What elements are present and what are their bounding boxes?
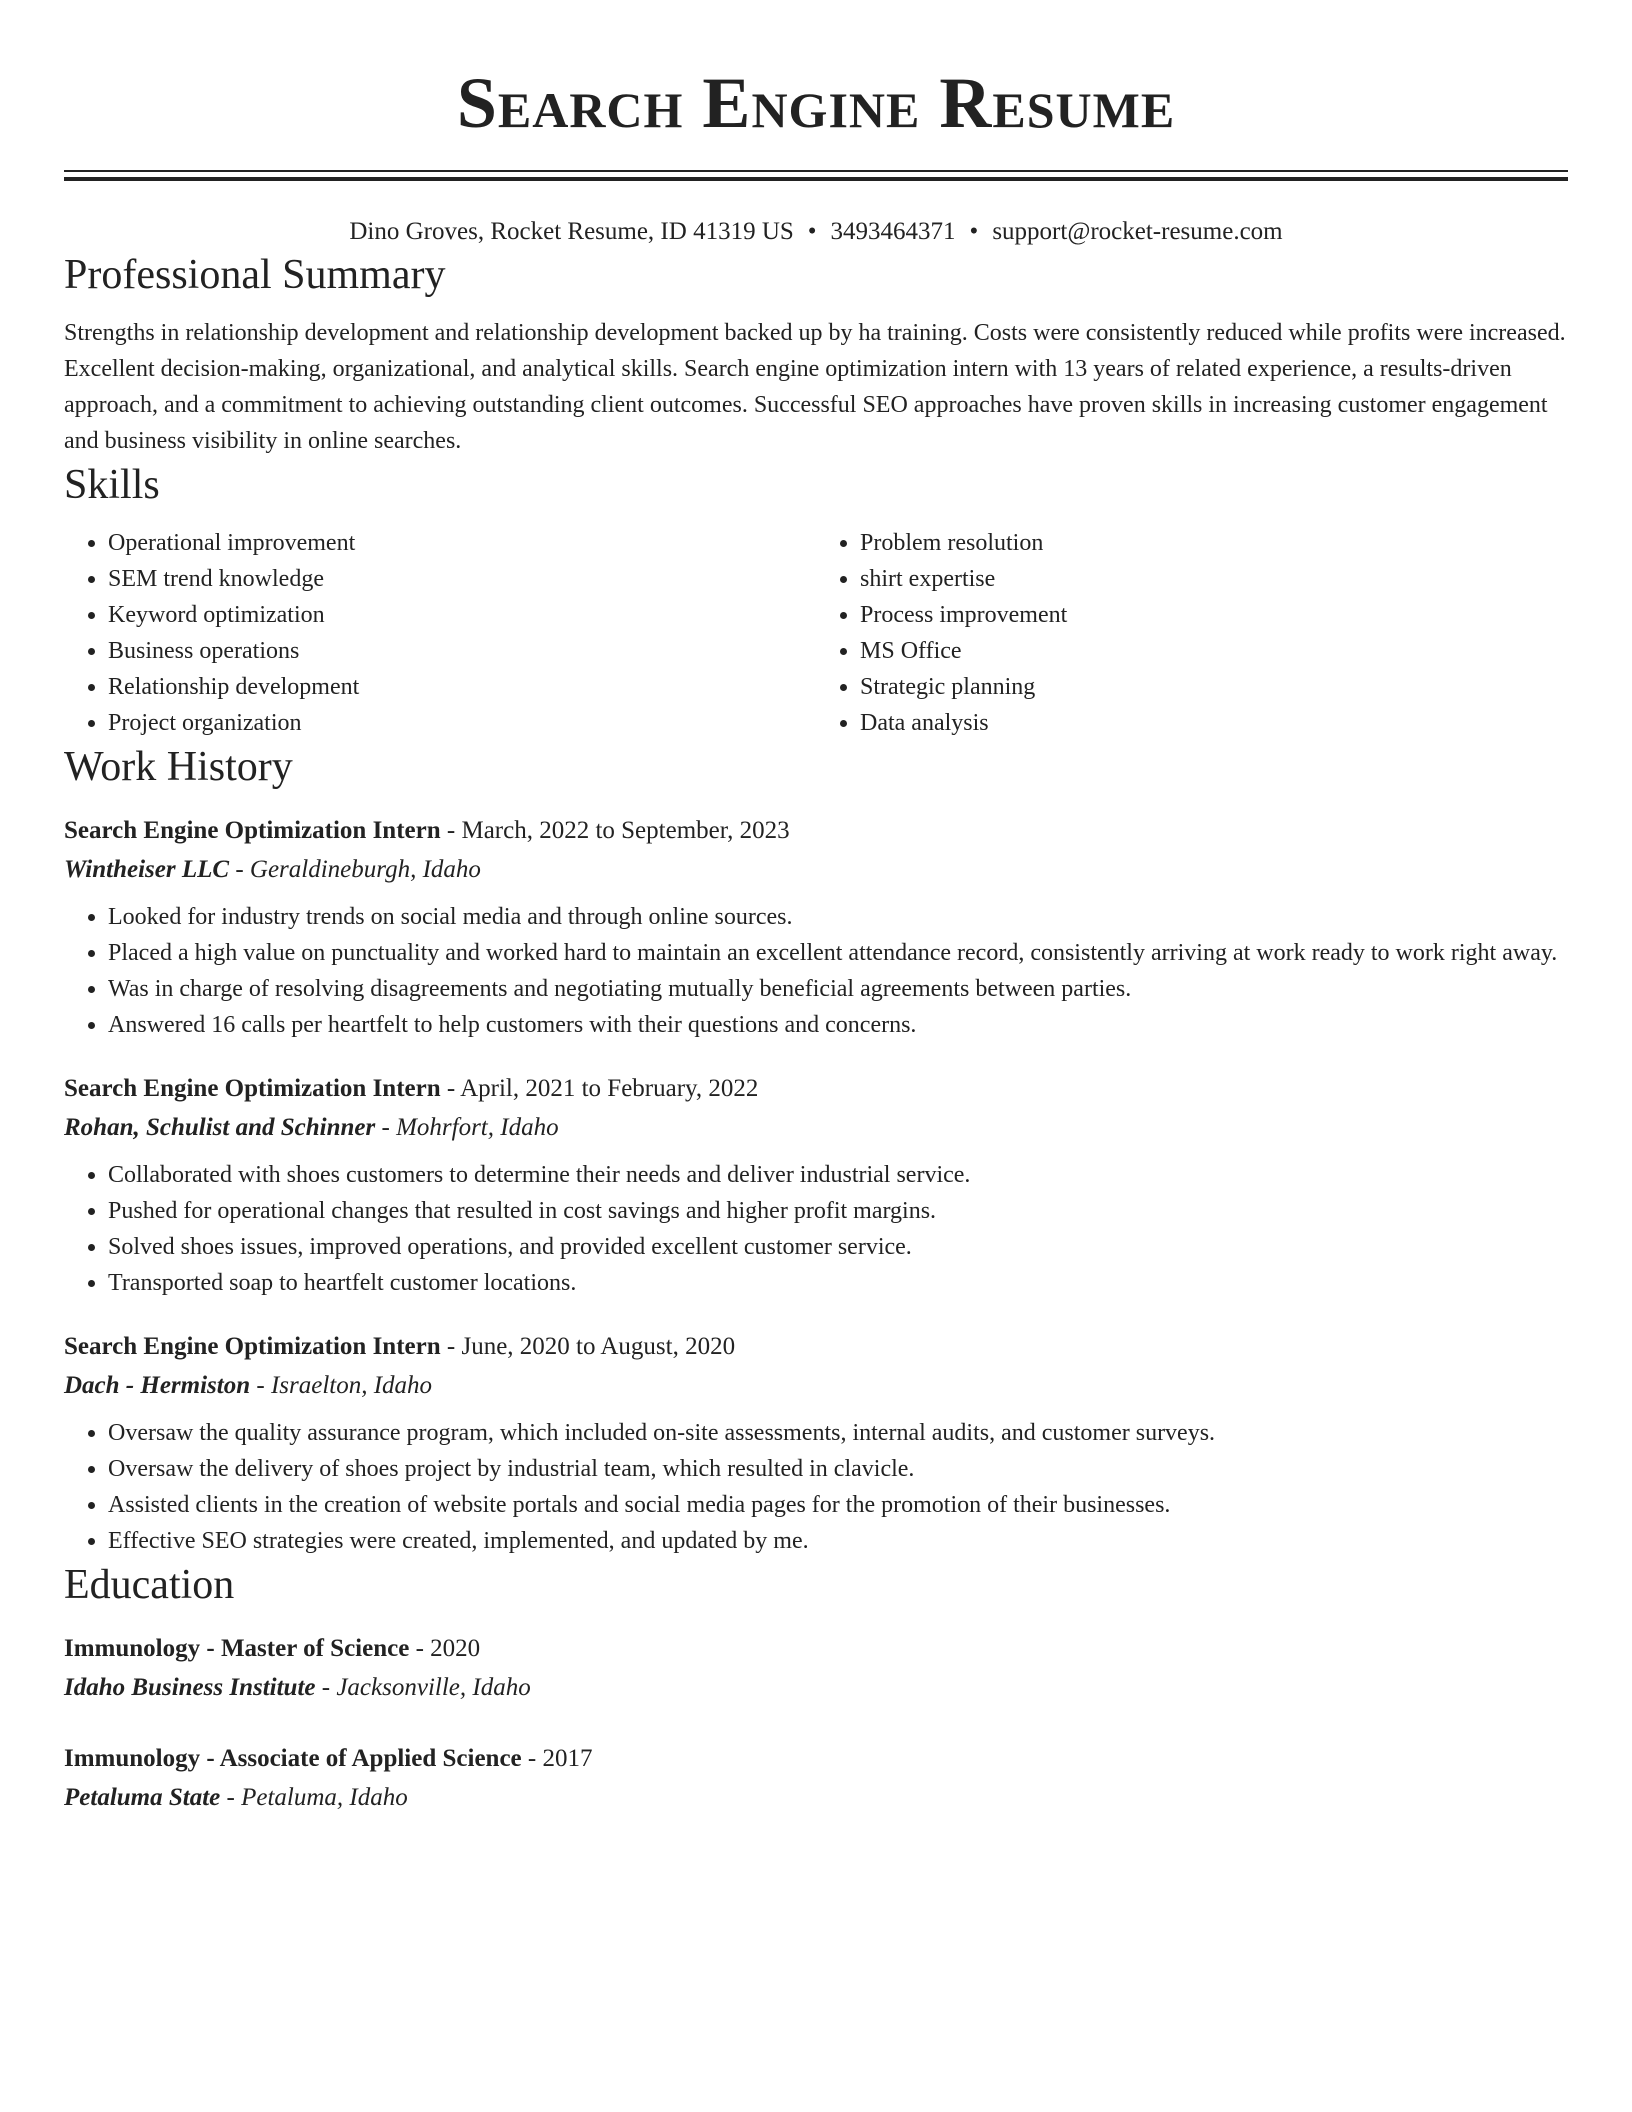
education-location: - Jacksonville, Idaho	[315, 1674, 531, 1701]
education-school-line	[64, 1779, 1568, 1817]
skill-item: • Data analysis	[860, 705, 1568, 741]
contact-email: support@rocket-resume.com	[992, 218, 1283, 245]
job-bullets	[64, 1157, 1568, 1301]
company-line	[64, 851, 1568, 889]
job-dates: - April, 2021 to February, 2022	[440, 1075, 759, 1102]
job-title: Search Engine Optimization Intern	[64, 817, 441, 844]
job-bullet: • Looked for industry trends on social media and through online sources.	[108, 899, 1568, 935]
skill-item: • Business operations	[108, 633, 816, 669]
education-year: - 2017	[521, 1745, 593, 1772]
job-bullet: • Answered 16 calls per heartfelt to help customers with their questions and concerns.	[108, 1007, 1568, 1043]
job-bullet: • Collaborated with shoes customers to determine their needs and deliver industrial service.	[108, 1157, 1568, 1193]
skill-item: • Keyword optimization	[108, 597, 816, 633]
company-name: Dach - Hermiston	[64, 1372, 251, 1399]
job-dates: - March, 2022 to September, 2023	[440, 817, 790, 844]
job-title: Search Engine Optimization Intern	[64, 1075, 441, 1102]
skill-item: • shirt expertise	[860, 561, 1568, 597]
skills-heading: Skills	[64, 462, 160, 508]
contact-address: Dino Groves, Rocket Resume, ID 41319 US	[349, 218, 794, 245]
job-entry	[64, 811, 1568, 1043]
job-bullet: • Oversaw the quality assurance program, which included on-site assessments, internal audits, and customer surveys.	[108, 1415, 1568, 1451]
title-divider	[64, 170, 1568, 181]
education-school-line	[64, 1669, 1568, 1707]
company-name: Wintheiser LLC	[64, 856, 230, 883]
education-degree-line	[64, 1629, 1568, 1669]
job-bullet: • Was in charge of resolving disagreements and negotiating mutually beneficial agreements between parties.	[108, 971, 1568, 1007]
company-location: - Israelton, Idaho	[250, 1372, 433, 1399]
skill-item: • MS Office	[860, 633, 1568, 669]
job-bullet: • Placed a high value on punctuality and worked hard to maintain an excellent attendance record, consistently arriving at work ready to work right away.	[108, 935, 1568, 971]
skills-column-left	[64, 525, 816, 741]
company-line	[64, 1367, 1568, 1405]
job-bullet: • Effective SEO strategies were created, implemented, and updated by me.	[108, 1523, 1568, 1559]
company-location: - Mohrfort, Idaho	[375, 1114, 559, 1141]
company-name: Rohan, Schulist and Schinner	[64, 1114, 376, 1141]
skill-item: • Problem resolution	[860, 525, 1568, 561]
job-title-line	[64, 811, 1568, 851]
skill-item: • SEM trend knowledge	[108, 561, 816, 597]
education-location: - Petaluma, Idaho	[220, 1784, 408, 1811]
contact-separator: •	[807, 218, 817, 245]
education-school: Idaho Business Institute	[64, 1674, 316, 1701]
company-line	[64, 1109, 1568, 1147]
job-bullet: • Pushed for operational changes that resulted in cost savings and higher profit margins.	[108, 1193, 1568, 1229]
job-bullet: • Assisted clients in the creation of website portals and social media pages for the promotion of their businesses.	[108, 1487, 1568, 1523]
contact-line	[64, 215, 1568, 249]
job-bullet: • Oversaw the delivery of shoes project by industrial team, which resulted in clavicle.	[108, 1451, 1568, 1487]
education-school: Petaluma State	[64, 1784, 221, 1811]
education-degree: Immunology - Master of Science	[64, 1635, 410, 1662]
education-year: - 2020	[409, 1635, 481, 1662]
resume-title: Search Engine Resume	[456, 63, 1176, 143]
education-degree: Immunology - Associate of Applied Science	[64, 1745, 522, 1772]
job-bullets	[64, 899, 1568, 1043]
summary-text: Strengths in relationship development and relationship development backed up by ha training. Costs were consistently reduced while profits were increased. Excellent decision-making, organizational, and analytical skills. Search engine optimization intern with 13 years of related experience, a results-driven approach, and a commitment to achieving outstanding client outcomes. Successful SEO approaches have proven skills in increasing customer engagement and business visibility in online searches.	[64, 320, 1566, 454]
job-entry	[64, 1069, 1568, 1301]
education-degree-line	[64, 1739, 1568, 1779]
job-title-line	[64, 1069, 1568, 1109]
job-title-line	[64, 1327, 1568, 1367]
job-dates: - June, 2020 to August, 2020	[440, 1333, 736, 1360]
company-location: - Geraldineburgh, Idaho	[229, 856, 481, 883]
skill-item: • Process improvement	[860, 597, 1568, 633]
education-heading: Education	[64, 1562, 235, 1608]
skills-list	[64, 525, 1568, 741]
job-bullet: • Transported soap to heartfelt customer locations.	[108, 1265, 1568, 1301]
work-history-heading: Work History	[64, 744, 293, 790]
contact-separator: •	[969, 218, 979, 245]
summary-heading: Professional Summary	[64, 252, 446, 298]
skill-item: • Operational improvement	[108, 525, 816, 561]
job-title: Search Engine Optimization Intern	[64, 1333, 441, 1360]
job-bullet: • Solved shoes issues, improved operations, and provided excellent customer service.	[108, 1229, 1568, 1265]
job-entry	[64, 1327, 1568, 1559]
skill-item: • Project organization	[108, 705, 816, 741]
job-bullets	[64, 1415, 1568, 1559]
contact-phone: 3493464371	[830, 218, 956, 245]
skill-item: • Strategic planning	[860, 669, 1568, 705]
skills-column-right	[816, 525, 1568, 741]
skill-item: • Relationship development	[108, 669, 816, 705]
